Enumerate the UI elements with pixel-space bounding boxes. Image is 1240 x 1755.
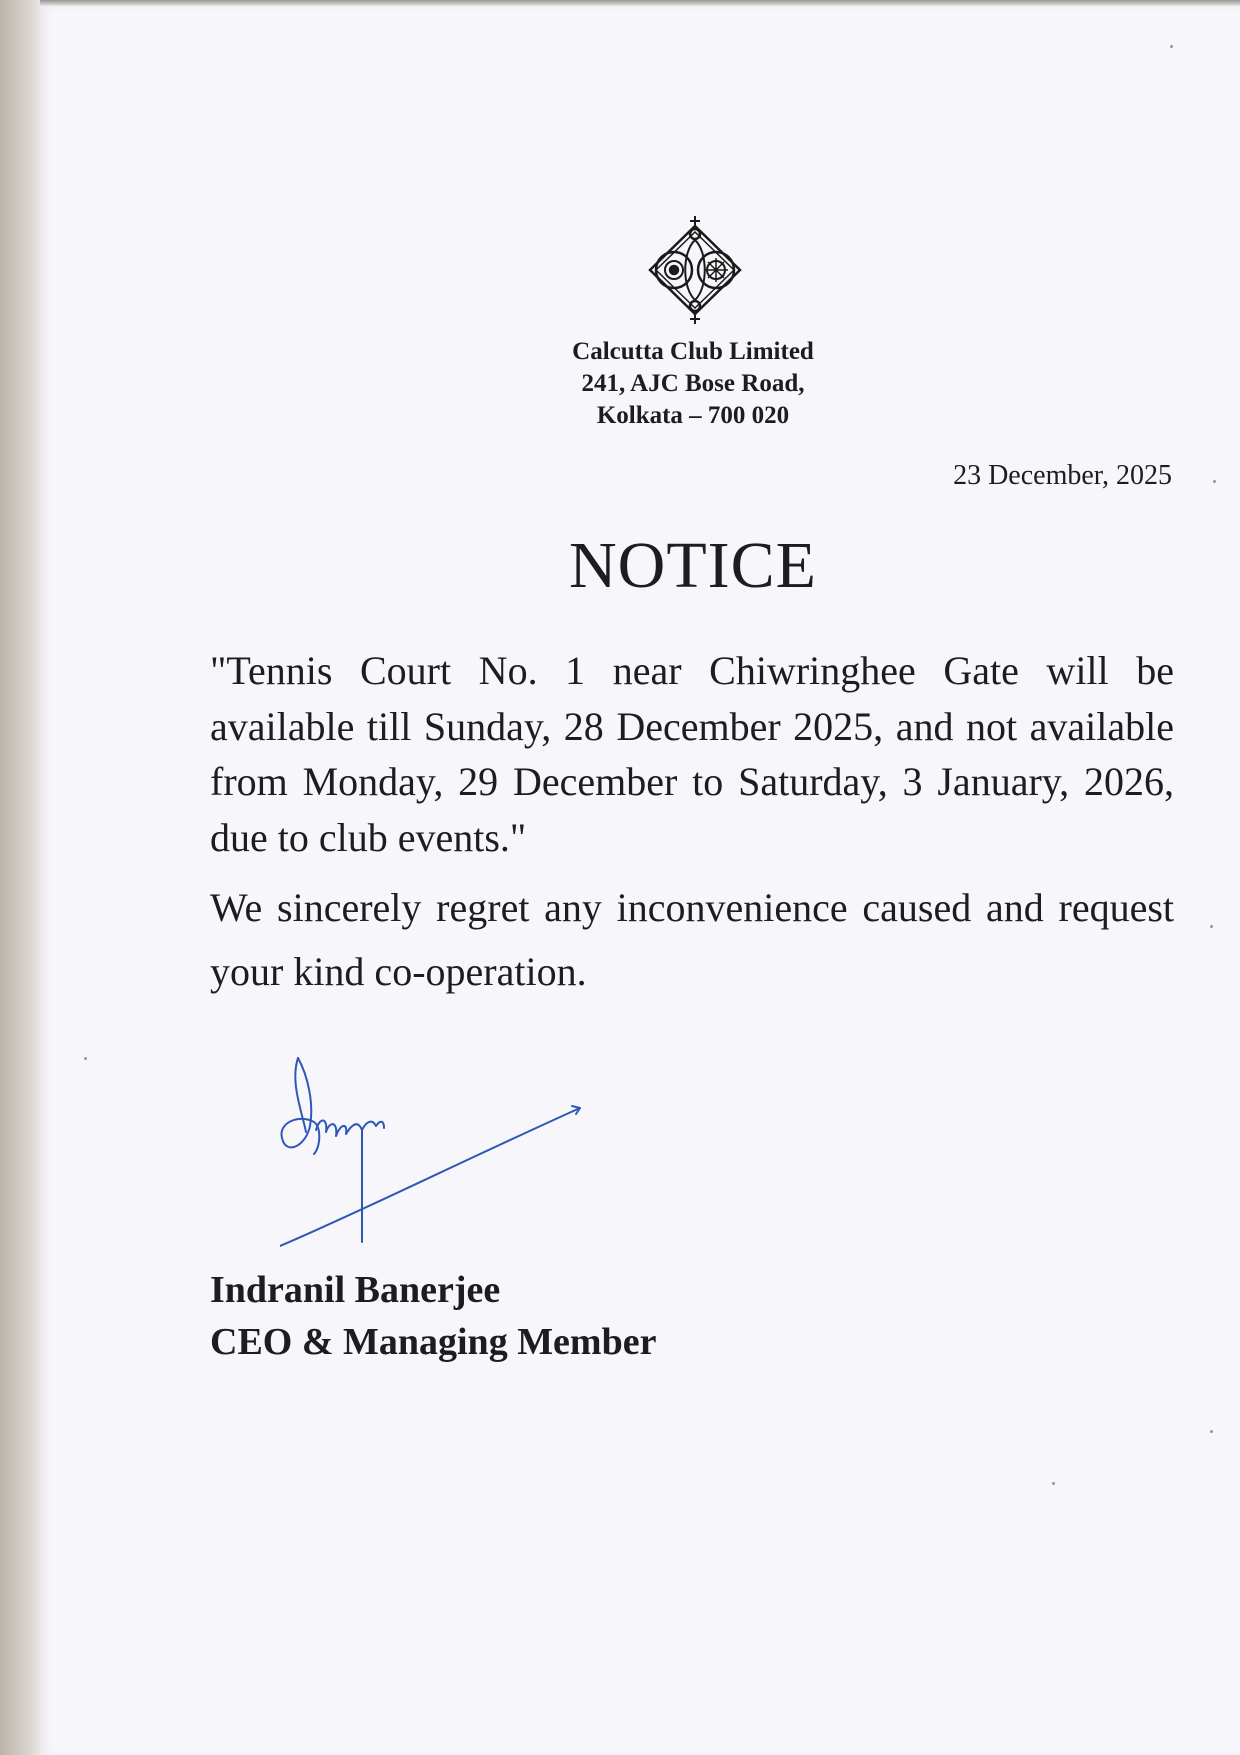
notice-body	[210, 643, 1174, 1004]
scan-edge	[0, 0, 40, 1755]
scan-speck	[1170, 45, 1173, 48]
scan-speck	[1213, 480, 1216, 483]
scan-speck	[1210, 925, 1213, 928]
scan-speck	[1210, 1430, 1213, 1433]
address-line-2: Kolkata – 700 020	[596, 402, 790, 429]
scan-speck	[1052, 1482, 1055, 1485]
club-emblem-icon	[636, 212, 754, 328]
organization-name: Calcutta Club Limited	[572, 338, 814, 365]
organization-header	[520, 336, 866, 432]
signatory-block	[210, 1264, 656, 1368]
address-line-1: 241, AJC Bose Road,	[581, 370, 805, 397]
notice-title: NOTICE	[569, 529, 817, 602]
notice-date: 23 December, 2025	[953, 460, 1172, 491]
signatory-designation: CEO & Managing Member	[210, 1321, 657, 1363]
scan-speck	[84, 1057, 87, 1060]
notice-paragraph-1: "Tennis Court No. 1 near Chiwringhee Gate will be available till Sunday, 28 December 2025, and not available from Monday, 29 December to Saturday, 3 January, 2026, due to club events."	[210, 648, 1174, 860]
signatory-name: Indranil Banerjee	[210, 1269, 501, 1311]
notice-paragraph-2: We sincerely regret any inconvenience caused and request your kind co-operation.	[210, 885, 1174, 994]
handwritten-signature	[280, 1052, 590, 1252]
